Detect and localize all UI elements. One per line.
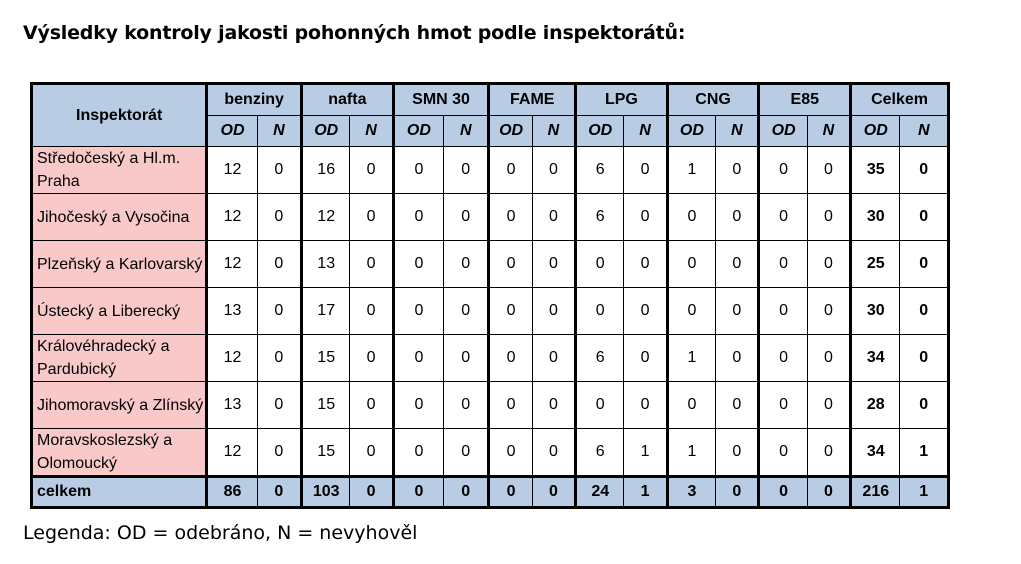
table-cell: 0 [716, 147, 759, 194]
table-cell: 0 [350, 241, 393, 288]
table-cell: 0 [444, 241, 489, 288]
total-cell: 0 [444, 477, 489, 508]
sub-header-n: N [807, 116, 850, 147]
table-cell: 0 [257, 147, 301, 194]
group-header: benziny [207, 84, 302, 116]
sub-header-od: OD [207, 116, 257, 147]
total-cell: 0 [257, 477, 301, 508]
table-cell: 0 [624, 147, 667, 194]
table-row [32, 194, 949, 241]
total-cell: 0 [759, 477, 807, 508]
inspectorate-name: Moravskoslezský a Olomoucký [32, 429, 207, 477]
group-header: nafta [302, 84, 394, 116]
table-cell: 13 [207, 382, 257, 429]
table-row [32, 429, 949, 477]
table-cell: 0 [444, 335, 489, 382]
table-cell: 0 [532, 147, 575, 194]
table-cell: 0 [532, 382, 575, 429]
table-cell: 0 [257, 335, 301, 382]
table-cell: 0 [576, 241, 624, 288]
table-row [32, 147, 949, 194]
sub-header-od: OD [393, 116, 443, 147]
table-cell: 0 [624, 288, 667, 335]
inspectorate-name: Královéhradecký a Pardubický [32, 335, 207, 382]
sub-header-od: OD [851, 116, 900, 147]
inspectorate-name: Středočeský a Hl.m. Praha [32, 147, 207, 194]
inspectorate-name: Ústecký a Liberecký [32, 288, 207, 335]
table-cell: 0 [532, 288, 575, 335]
table-cell: 0 [624, 241, 667, 288]
table-cell: 0 [667, 288, 715, 335]
table-cell: 12 [207, 335, 257, 382]
table-cell: 0 [257, 241, 301, 288]
table-cell: 0 [576, 382, 624, 429]
table-cell: 1 [624, 429, 667, 477]
table-cell: 0 [532, 335, 575, 382]
table-cell: 0 [532, 429, 575, 477]
table-cell: 0 [624, 382, 667, 429]
sub-header-n: N [350, 116, 393, 147]
table-cell: 0 [350, 335, 393, 382]
table-cell: 0 [350, 382, 393, 429]
table-cell: 0 [350, 429, 393, 477]
table-row [32, 241, 949, 288]
total-cell: 103 [302, 477, 350, 508]
table-cell: 0 [716, 194, 759, 241]
table-cell: 6 [576, 335, 624, 382]
sub-header-n: N [444, 116, 489, 147]
total-cell: 0 [489, 477, 532, 508]
table-cell: 13 [302, 241, 350, 288]
table-cell: 0 [257, 382, 301, 429]
group-header: CNG [667, 84, 759, 116]
results-table [30, 82, 950, 509]
sub-header-n: N [257, 116, 301, 147]
table-cell: 6 [576, 429, 624, 477]
table-cell: 0 [624, 194, 667, 241]
table-cell: 25 [851, 241, 900, 288]
table-cell: 0 [716, 241, 759, 288]
table-cell: 0 [489, 288, 532, 335]
total-cell: 1 [624, 477, 667, 508]
table-cell: 0 [257, 288, 301, 335]
table-row [32, 382, 949, 429]
total-label: celkem [32, 477, 207, 508]
sub-header-od: OD [759, 116, 807, 147]
table-cell: 0 [350, 194, 393, 241]
table-cell: 13 [207, 288, 257, 335]
table-cell: 0 [900, 147, 949, 194]
group-header: Celkem [851, 84, 949, 116]
table-cell: 0 [393, 429, 443, 477]
table-cell: 0 [350, 147, 393, 194]
table-cell: 12 [207, 429, 257, 477]
table-cell: 6 [576, 147, 624, 194]
table-cell: 0 [444, 288, 489, 335]
total-cell: 216 [851, 477, 900, 508]
table-cell: 1 [900, 429, 949, 477]
table-cell: 0 [393, 147, 443, 194]
table-cell: 30 [851, 194, 900, 241]
table-cell: 0 [393, 335, 443, 382]
table-cell: 0 [716, 429, 759, 477]
table-cell: 0 [393, 241, 443, 288]
sub-header-od: OD [489, 116, 532, 147]
table-cell: 0 [576, 288, 624, 335]
table-cell: 12 [207, 147, 257, 194]
table-cell: 17 [302, 288, 350, 335]
total-cell: 24 [576, 477, 624, 508]
sub-header-od: OD [576, 116, 624, 147]
table-cell: 0 [759, 241, 807, 288]
table-cell: 0 [900, 241, 949, 288]
total-cell: 0 [532, 477, 575, 508]
table-cell: 0 [489, 147, 532, 194]
table-cell: 0 [257, 429, 301, 477]
table-cell: 0 [807, 288, 850, 335]
table-cell: 0 [393, 194, 443, 241]
table-cell: 0 [759, 194, 807, 241]
total-cell: 3 [667, 477, 715, 508]
inspectorate-name: Plzeňský a Karlovarský [32, 241, 207, 288]
table-cell: 0 [489, 241, 532, 288]
table-cell: 0 [393, 382, 443, 429]
table-cell: 0 [489, 335, 532, 382]
table-cell: 15 [302, 382, 350, 429]
table-cell: 0 [532, 241, 575, 288]
table-cell: 0 [759, 147, 807, 194]
table-cell: 0 [444, 194, 489, 241]
legend-text: Legenda: OD = odebráno, N = nevyhověl [23, 522, 418, 544]
page-title: Výsledky kontroly jakosti pohonných hmot podle inspektorátů: [23, 22, 686, 44]
sub-header-n: N [532, 116, 575, 147]
table-cell: 0 [807, 429, 850, 477]
table-cell: 0 [532, 194, 575, 241]
table-cell: 0 [900, 288, 949, 335]
table-cell: 0 [257, 194, 301, 241]
table-cell: 0 [667, 241, 715, 288]
table-body [32, 147, 949, 508]
group-header: SMN 30 [393, 84, 489, 116]
table-cell: 0 [667, 382, 715, 429]
table-cell: 30 [851, 288, 900, 335]
column-header-inspectorate: Inspektorát [32, 84, 207, 147]
table-cell: 16 [302, 147, 350, 194]
table-cell: 0 [759, 288, 807, 335]
inspectorate-name: Jihočeský a Vysočina [32, 194, 207, 241]
table-cell: 28 [851, 382, 900, 429]
total-cell: 86 [207, 477, 257, 508]
table-cell: 0 [350, 288, 393, 335]
table-row [32, 288, 949, 335]
table-cell: 0 [489, 429, 532, 477]
table-cell: 0 [807, 382, 850, 429]
sub-header-od: OD [667, 116, 715, 147]
table-cell: 12 [207, 194, 257, 241]
table-cell: 0 [900, 382, 949, 429]
table-cell: 0 [759, 382, 807, 429]
table-cell: 15 [302, 335, 350, 382]
table-cell: 0 [716, 382, 759, 429]
table-cell: 0 [900, 335, 949, 382]
table-cell: 0 [667, 194, 715, 241]
sub-header-od: OD [302, 116, 350, 147]
table-cell: 0 [624, 335, 667, 382]
table-cell: 34 [851, 429, 900, 477]
table-row [32, 335, 949, 382]
total-cell: 1 [900, 477, 949, 508]
table-cell: 12 [302, 194, 350, 241]
total-row [32, 477, 949, 508]
table-cell: 0 [807, 147, 850, 194]
table-cell: 0 [444, 382, 489, 429]
table-cell: 0 [716, 288, 759, 335]
table-cell: 0 [444, 429, 489, 477]
table-cell: 35 [851, 147, 900, 194]
table-cell: 0 [759, 429, 807, 477]
table-cell: 1 [667, 147, 715, 194]
table-cell: 0 [807, 335, 850, 382]
table-header [32, 84, 949, 147]
table-cell: 6 [576, 194, 624, 241]
total-cell: 0 [716, 477, 759, 508]
table-cell: 0 [807, 241, 850, 288]
total-cell: 0 [393, 477, 443, 508]
group-header: E85 [759, 84, 851, 116]
table-cell: 15 [302, 429, 350, 477]
table-cell: 0 [444, 147, 489, 194]
table-cell: 0 [900, 194, 949, 241]
sub-header-n: N [900, 116, 949, 147]
table-cell: 34 [851, 335, 900, 382]
table-cell: 0 [807, 194, 850, 241]
table-cell: 1 [667, 335, 715, 382]
table-cell: 0 [489, 382, 532, 429]
table-cell: 0 [393, 288, 443, 335]
table-cell: 1 [667, 429, 715, 477]
inspectorate-name: Jihomoravský a Zlínský [32, 382, 207, 429]
sub-header-n: N [624, 116, 667, 147]
table-cell: 0 [759, 335, 807, 382]
table-cell: 12 [207, 241, 257, 288]
sub-header-n: N [716, 116, 759, 147]
table-cell: 0 [716, 335, 759, 382]
group-header: LPG [576, 84, 668, 116]
total-cell: 0 [807, 477, 850, 508]
total-cell: 0 [350, 477, 393, 508]
group-header: FAME [489, 84, 576, 116]
table-cell: 0 [489, 194, 532, 241]
